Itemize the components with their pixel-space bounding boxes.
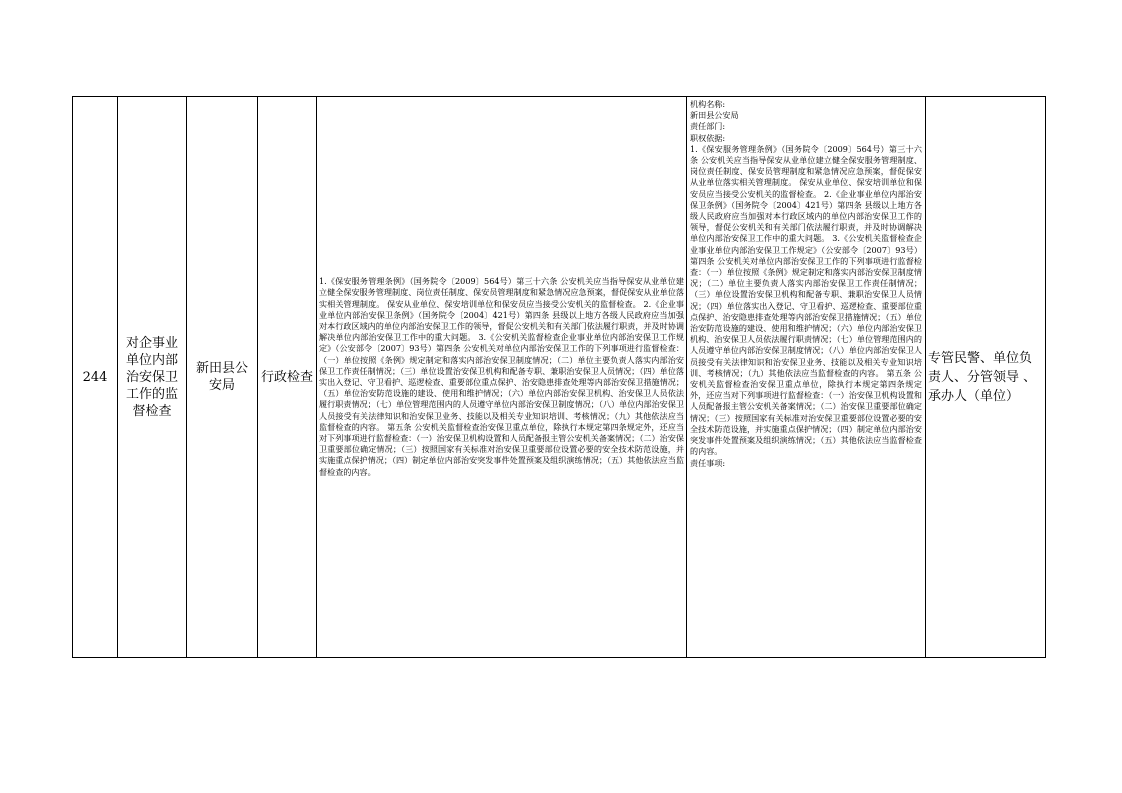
power-list-table [72,96,1046,658]
department: 新田县公安局 [187,97,258,658]
item-name: 对企事业单位内部治安保卫工作的监督检查 [118,97,187,658]
legal-basis: 1.《保安服务管理条例》（国务院令〔2009〕564号）第三十六条 公安机关应当指导保安从业单位建立健全保安服务管理制度、岗位责任制度、保安员管理制度和紧急情况应急预案，督促保安从业单位落实相关管理制度。 保安从业单位、保安培训单位和保安员应当接受公安机关的监督检查。 2.《企业事业单位内部治安保卫条例》（国务院令〔2004〕421号）第四条 县级以上地方各级人民政府应当加强对本行政区域内的单位内部治安保卫工作的领导，督促公安机关和有关部门依法履行职责，并及时协调解决单位内部治安保卫工作中的重大问题。 3.《公安机关监督检查企业事业单位内部治安保卫工作规定》（公安部令〔2007〕93号）第四条 公安机关对单位内部治安保卫工作的下列事项进行监督检查：（一）单位按照《条例》规定制定和落实内部治安保卫制度情况；（二）单位主要负责人落实内部治安保卫工作责任制情况；（三）单位设置治安保卫机构和配备专职、兼职治安保卫人员情况；（四）单位落实出入登记、守卫看护、巡逻检查、重要部位重点保护、治安隐患排查处理等内部治安保卫措施情况；（五）单位治安防范设施的建设、使用和维护情况；（六）单位内部治安保卫机构、治安保卫人员依法履行职责情况；（七）单位管理范围内的人员遵守单位内部治安保卫制度情况；（八）单位内部治安保卫人员接受有关法律知识和治安保卫业务、技能以及相关专业知识培训、考核情况；（九）其他依法应当监督检查的内容。 第五条 公安机关监督检查治安保卫重点单位，除执行本规定第四条规定外，还应当对下列事项进行监督检查：（一）治安保卫机构设置和人员配备报主管公安机关备案情况；（二）治安保卫重要部位确定情况；（三）按照国家有关标准对治安保卫重要部位设置必要的安全技术防范设施，并实施重点保护情况；（四）制定单位内部治安突发事件处置预案及组织演练情况；（五）其他依法应当监督检查的内容。 [317,97,687,658]
power-type: 行政检查 [258,97,317,658]
power-detail [687,97,926,658]
row-number: 244 [73,97,118,658]
table-row [73,97,1046,658]
basis-text: 1.《保安服务管理条例》（国务院令〔2009〕564号）第三十六条 公安机关应当指导保安从业单位建立健全保安服务管理制度、岗位责任制度、保安员管理制度和紧急情况应急预案，督促保安从业单位落实相关管理制度。 保安从业单位、保安培训单位和保安员应当接受公安机关的监督检查。 2.《企业事业单位内部治安保卫条例》（国务院令〔2004〕421号）第四条 县级以上地方各级人民政府应当加强对本行政区域内的单位内部治安保卫工作的领导，督促公安机关和有关部门依法履行职责，并及时协调解决单位内部治安保卫工作中的重大问题。 3.《公安机关监督检查企业事业单位内部治安保卫工作规定》（公安部令〔2007〕93号）第四条 公安机关对单位内部治安保卫工作的下列事项进行监督检查：（一）单位按照《条例》规定制定和落实内部治安保卫制度情况；（二）单位主要负责人落实内部治安保卫工作责任制情况；（三）单位设置治安保卫机构和配备专职、兼职治安保卫人员情况；（四）单位落实出入登记、守卫看护、巡逻检查、重要部位重点保护、治安隐患排查处理等内部治安保卫措施情况；（五）单位治安防范设施的建设、使用和维护情况；（六）单位内部治安保卫机构、治安保卫人员依法履行职责情况；（七）单位管理范围内的人员遵守单位内部治安保卫制度情况；（八）单位内部治安保卫人员接受有关法律知识和治安保卫业务、技能以及相关专业知识培训、考核情况；（九）其他依法应当监督检查的内容。 第五条 公安机关监督检查治安保卫重点单位，除执行本规定第四条规定外，还应当对下列事项进行监督检查：（一）治安保卫机构设置和人员配备报主管公安机关备案情况；（二）治安保卫重要部位确定情况；（三）按照国家有关标准对治安保卫重要部位设置必要的安全技术防范设施，并实施重点保护情况；（四）制定单位内部治安突发事件处置预案及组织演练情况；（五）其他依法应当监督检查的内容。 [690,143,922,457]
duty-label: 责任事项: [690,457,726,468]
basis-label: 职权依据: [690,132,726,143]
dept-label: 责任部门: [690,121,726,132]
responsible-persons: 专管民警、单位负责人、分管领导 、承办人（单位） [926,97,1046,658]
org-value: 新田县公安局 [690,110,739,121]
org-label: 机构名称: [690,99,726,109]
